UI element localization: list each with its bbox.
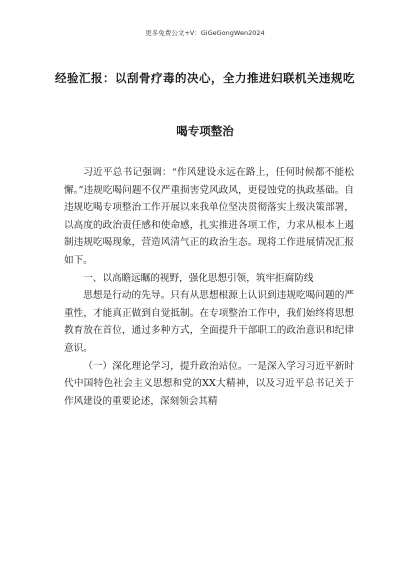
document-title-line-2: 喝专项整治 xyxy=(176,124,234,138)
document-body xyxy=(64,164,354,410)
paragraph-intro: 习近平总书记强调：“作风建设永远在路上，任何时候都不能松懈。”违规吃喝问题不仅严重损害党风政风，更侵蚀党的执政基础。自违规吃喝专项整治工作开展以来我单位坚决贯彻落实上级决策部署，以高度的政治责任感和使命感，扎实推进各项工作，力求从根本上遏制违规吃喝现象，营造风清气正的政治生态。现将工作进展情况汇报如下。 xyxy=(64,167,354,266)
paragraph-subsection-1: （一）深化理论学习，提升政治站位。一是深入学习习近平新时代中国特色社会主义思想和党的XX大精神，以及习近平总书记关于作风建设的重要论述，深刻领会其精 xyxy=(64,360,354,407)
paragraph-section-1: 思想是行动的先导。只有从思想根源上认识到违规吃喝问题的严重性，才能真正做到自觉抵制。在专项整治工作中，我们始终将思想教育放在首位，通过多种方式，全面提升干部职工的政治意识和纪律意识。 xyxy=(64,290,354,354)
document-title-line-1: 经验汇报：以刮骨疗毒的决心，全力推进妇联机关违规吃 xyxy=(55,71,355,85)
section-heading-1: 一、以高瞻远瞩的视野，强化思想引领，筑牢拒腐防线 xyxy=(83,272,314,284)
watermark-text: 更多免费公文+V：GiGeGongWen2024 xyxy=(145,29,265,37)
